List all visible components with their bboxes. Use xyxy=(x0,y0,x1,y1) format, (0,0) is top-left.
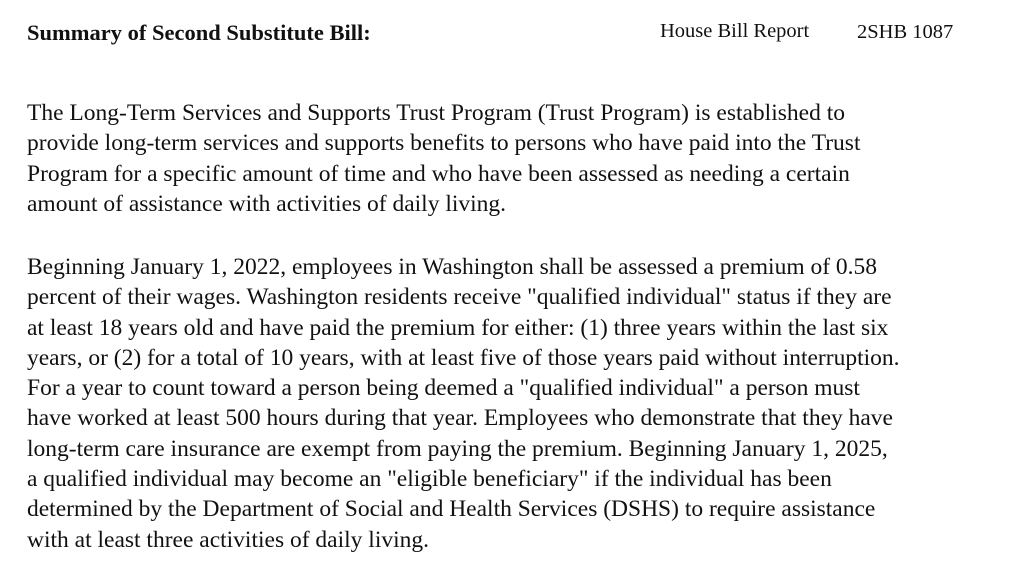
text-line: have worked at least 500 hours during that year. Employees who demonstrate that they have xyxy=(27,405,893,432)
text-line: a qualified individual may become an "eligible beneficiary" if the individual has been xyxy=(27,466,832,493)
text-line: Program for a specific amount of time and who have been assessed as needing a certain xyxy=(27,160,850,187)
text-line: at least 18 years old and have paid the premium for either: (1) three years within the last six xyxy=(27,314,889,341)
text-line: The Long-Term Services and Supports Trust Program (Trust Program) is established to xyxy=(27,100,845,126)
document-header xyxy=(0,0,1035,60)
text-line: long-term care insurance are exempt from paying the premium. Beginning January 1, 2025, xyxy=(27,435,888,462)
text-line: with at least three activities of daily living. xyxy=(27,526,430,553)
bill-number: 2SHB 1087 xyxy=(857,21,954,43)
text-line: percent of their wages. Washington residents receive "qualified individual" status if they are xyxy=(27,284,892,311)
paragraph-trust-program xyxy=(27,98,1017,219)
text-line: Beginning January 1, 2022, employees in Washington shall be assessed a premium of 0.58 xyxy=(27,254,878,280)
text-line: For a year to count toward a person being deemed a "qualified individual" a person must xyxy=(27,375,860,402)
report-label: House Bill Report xyxy=(660,20,810,42)
text-line: years, or (2) for a total of 10 years, with at least five of those years paid without interruption. xyxy=(27,344,900,371)
summary-heading: Summary of Second Substitute Bill: xyxy=(27,20,371,45)
text-line: amount of assistance with activities of daily living. xyxy=(27,190,507,217)
paragraph-premium-eligibility xyxy=(27,252,1017,555)
text-line: determined by the Department of Social and Health Services (DSHS) to require assistance xyxy=(27,496,876,523)
text-line: provide long-term services and supports benefits to persons who have paid into the Trust xyxy=(27,130,861,157)
